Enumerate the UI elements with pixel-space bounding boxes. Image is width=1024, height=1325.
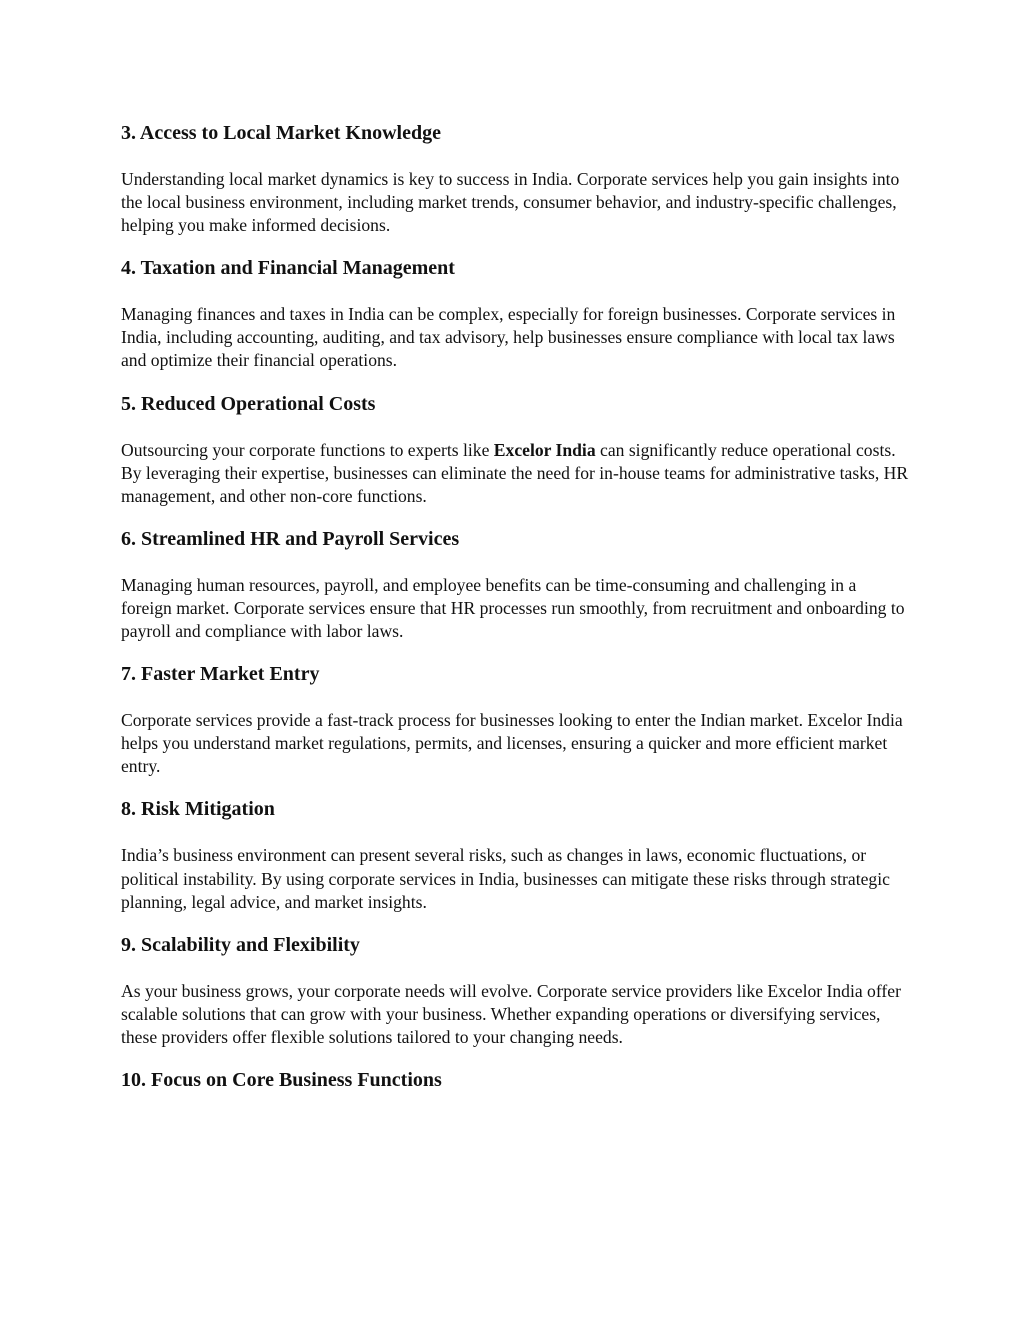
- section-core-functions: [121, 1067, 911, 1093]
- section-heading: 8. Risk Mitigation: [121, 798, 275, 821]
- section-taxation: [121, 255, 911, 372]
- paragraph-text: can significantly reduce operational costs. By leveraging their expertise, businesses can eliminate the need for in-house teams for administrative tasks, HR management, and other non-core functions.: [121, 439, 909, 506]
- section-local-market-knowledge: [121, 120, 911, 237]
- section-heading: 7. Faster Market Entry: [121, 663, 320, 686]
- section-heading: 10. Focus on Core Business Functions: [121, 1068, 442, 1091]
- section-paragraph: [121, 439, 911, 508]
- section-paragraph: Understanding local market dynamics is key to success in India. Corporate services help you gain insights into the local business environment, including market trends, consumer behavior, and industry-specific challenges, helping you make informed decisions.: [121, 169, 900, 236]
- section-reduced-costs: [121, 391, 911, 508]
- section-paragraph: Corporate services provide a fast-track process for businesses looking to enter the Indian market. Excelor India helps you understand market regulations, permits, and licenses, ensuring a quicker and more efficient market entry.: [121, 710, 903, 777]
- section-paragraph: As your business grows, your corporate needs will evolve. Corporate service providers like Excelor India offer scalable solutions that can grow with your business. Whether expanding operations or diversifying services, these providers offer flexible solutions tailored to your changing needs.: [121, 980, 901, 1047]
- section-heading: 6. Streamlined HR and Payroll Services: [121, 527, 460, 550]
- section-hr-payroll: [121, 526, 911, 643]
- document-page: [121, 120, 911, 1115]
- section-paragraph: India’s business environment can present several risks, such as changes in laws, economic fluctuations, or political instability. By using corporate services in India, businesses can mitigate these risks through strategic planning, legal advice, and market insights.: [121, 845, 890, 912]
- paragraph-text: Outsourcing your corporate functions to experts like: [121, 439, 494, 460]
- section-paragraph: Managing human resources, payroll, and employee benefits can be time-consuming and challenging in a foreign market. Corporate services ensure that HR processes run smoothly, from recruitment and onboarding to payroll and compliance with labor laws.: [121, 574, 905, 642]
- section-heading: 9. Scalability and Flexibility: [121, 933, 360, 956]
- section-scalability: [121, 932, 911, 1049]
- section-paragraph: Managing finances and taxes in India can be complex, especially for foreign businesses. Corporate services in India, including accounting, auditing, and tax advisory, help businesses ensure compliance with local tax laws and optimize their financial operations.: [121, 304, 896, 371]
- section-heading: 4. Taxation and Financial Management: [121, 257, 455, 280]
- section-heading: 5. Reduced Operational Costs: [121, 392, 376, 415]
- section-heading: 3. Access to Local Market Knowledge: [121, 122, 441, 144]
- section-risk-mitigation: [121, 796, 911, 913]
- company-name-bold: Excelor India: [493, 439, 596, 460]
- section-market-entry: [121, 661, 911, 778]
